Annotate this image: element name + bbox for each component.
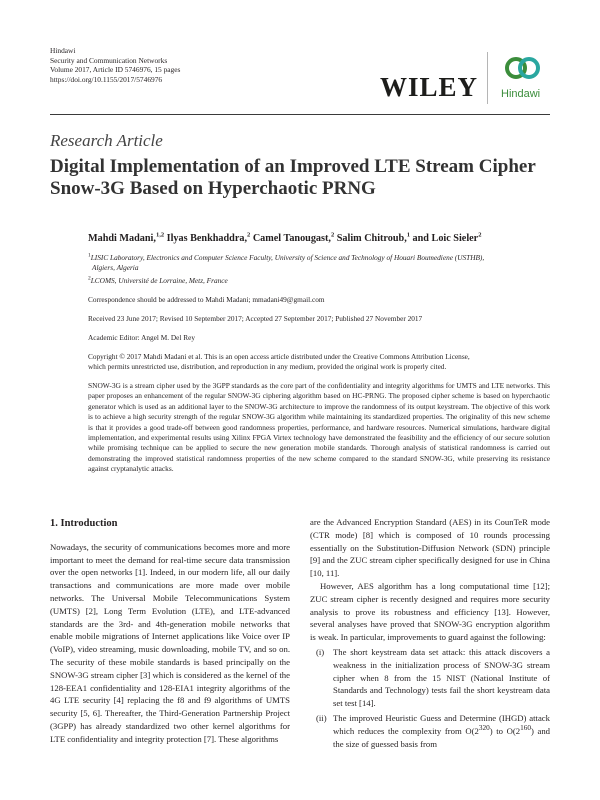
title-line-2: Snow-3G Based on Hyperchaotic PRNG (50, 178, 376, 199)
author-affil-sup: 1 (406, 231, 410, 239)
journal-meta (50, 46, 180, 84)
affiliation-text: LCOMS, Université de Lorraine, Metz, France (90, 276, 228, 285)
list-item (310, 712, 550, 750)
list-text: The short keystream data set attack: this attack discovers a weakness in the initialization process of SNOW-3G stream cipher when 8 from the 15 NIST (National Institute of Standards and Technology) tests fail the short keystream data set test [14]. (333, 646, 550, 709)
author-affil-sup: 2 (247, 231, 251, 239)
article-type: Research Article (50, 131, 163, 150)
author-name: Mahdi Madani, (88, 233, 156, 244)
affiliation-sup: 2 (88, 275, 91, 282)
author-list (88, 233, 481, 244)
publisher-name: Hindawi (50, 46, 76, 55)
publication-dates: Received 23 June 2017; Revised 10 September 2017; Accepted 27 September 2017; Published 27 November 2017 (88, 314, 423, 323)
author-affil-sup: 2 (478, 231, 482, 239)
column-right (310, 516, 550, 750)
affiliation-sup: 1 (88, 252, 91, 259)
academic-editor: Academic Editor: Angel M. Del Rey (88, 333, 195, 342)
author-name: Salim Chitroub, (336, 233, 407, 244)
author-affil-sup: 1,2 (155, 231, 165, 239)
correspondence: Correspondence should be addressed to Mahdi Madani; mmadani49@gmail.com (88, 295, 325, 304)
affiliation-text: LISIC Laboratory, Electronics and Computer Science Faculty, University of Science and Technology of Houari Boumediene (USTHB), (90, 253, 485, 262)
copyright-line-2: which permits unrestricted use, distribution, and reproduction in any medium, provided the original work is properly cited. (88, 362, 447, 371)
list-text: The improved Heuristic Guess and Determine (IHGD) attack which reduces the complexity from $O(2^{320})$ to $O(2^{160})$ and the size of guessed basis from (333, 712, 551, 749)
author-affil-sup: 2 (330, 231, 335, 239)
intro-paragraph: are the Advanced Encryption Standard (AES) in its CounTeR mode (CTR mode) [8] which is composed of 10 rounds processing essentially on the Substitution-Diffusion Network (SDN) principle [9] and the ZUC stream cipher specifically designed for use in China [10, 11]. (310, 517, 550, 579)
list-label: (i) (316, 646, 325, 657)
doi-link[interactable]: https://doi.org/10.1155/2017/5746976 (50, 74, 163, 84)
section-heading: 1. Introduction (50, 518, 118, 529)
abstract: SNOW-3G is a stream cipher used by the 3GPP standards as the core part of the confidentiality and integrity algorithms for UMTS and LTE networks. This paper proposes an enhancement of the regular SNOW-3G ciphering algorithm based on HC-PRNG. The proposed cipher scheme is based on hyperchaotic generator which is used as an additional layer to the SNOW-3G architecture to improve the randomness of its output keystream. The objective of this work is to achieve a high security strength of the regular SNOW-3G algorithm while maintaining its standardized properties. The originality of this new scheme is that it provides a good trade-off between good randomness properties, performance, and hardware resources. Numerical simulations, hardware digital implementation, and experimental results using Xilinx FPGA Virtex technology have demonstrated the feasibility and the efficiency of our secure solution while promising technique can be applied to secure the new generation mobile standards. Thorough analysis of statistical randomness is carried out demonstrating the improved statistical randomness properties of the new scheme compared to the standard SNOW-3G, while preserving its resistance against cryptanalytic attacks. (88, 381, 550, 474)
column-left (50, 518, 290, 746)
logo-divider (487, 52, 488, 104)
copyright-notice (88, 352, 470, 372)
author-name: and Loic Sieler (412, 233, 479, 244)
wiley-logo: WILEY (380, 72, 479, 102)
intro-paragraph: However, AES algorithm has a long computational time [12]; ZUC stream cipher is recently designed and requires more security analysis to prove its robustness and efficiency [13]. However, several analyses have proved that SNOW-3G encryption algorithm is weak. In particular, improvements to guard against the following: (310, 580, 550, 643)
list-item (310, 646, 550, 710)
title-line-1: Digital Implementation of an Improved LTE Stream Cipher (50, 156, 536, 177)
author-name: Camel Tanougast, (252, 233, 331, 244)
affiliation-text-cont: Algiers, Algeria (92, 262, 139, 272)
intro-paragraph: Nowadays, the security of communications becomes more and more important to meet the demand for real-time secure data transmission over the open networks [1]. Indeed, in our modern life, all our daily transactions and communications are more made over mobile networks. The Universal Mobile Telecommunications System (UMTS) [2], Long Term Evolution (LTE), and LTE-advanced standards are the 3rd- and 4th-generation mobile networks that enable mobile migrations of Internet applications like Voice over IP (VoIP), video streaming, music downloading, mobile TV, and so on. The security of these mobile standards is based principally on the SNOW-3G stream cipher [3] which is considered as the kernel of the 128-EEA1 confidentiality and 128-EIA1 integrity algorithms of the 4G LTE security [4] replacing the f8 and f9 algorithms of UMTS security [5, 6]. Thereafter, the Third-Generation Partnership Project (3GPP) has already standardized two other kernel algorithms for LTE confidentiality and integrity protection [7]. These algorithms (50, 541, 290, 744)
affiliation-2 (88, 276, 228, 286)
hindawi-wordmark: Hindawi (501, 88, 541, 100)
header-rule (50, 114, 550, 115)
copyright-line-1: Copyright © 2017 Mahdi Madani et al. This is an open access article distributed under the Creative Commons Attribution License, (88, 352, 470, 361)
affiliation-1 (88, 253, 484, 272)
volume-info: Volume 2017, Article ID 5746976, 15 pages (50, 65, 181, 75)
author-name: Ilyas Benkhaddra, (166, 233, 248, 244)
hindawi-logo-icon (503, 52, 543, 88)
journal-name: Security and Communication Networks (50, 55, 168, 65)
paper-title (50, 156, 550, 200)
list-label: (ii) (316, 712, 327, 723)
